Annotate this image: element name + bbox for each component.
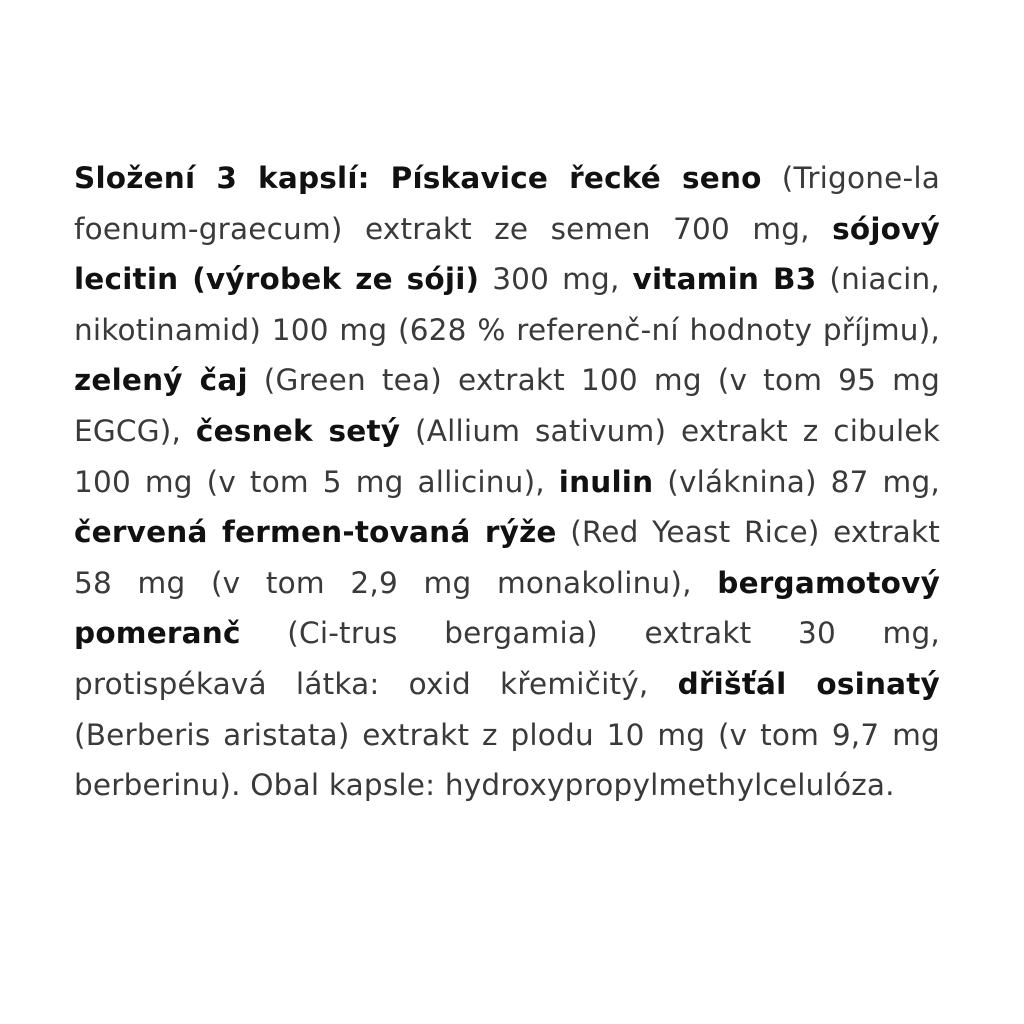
composition-text: (niacin, nikotinamid) 100 mg (628 % referenč-ní hodnoty příjmu),: [74, 262, 940, 347]
composition-text: (Red Yeast Rice) extrakt 58 mg (v tom 2,9 mg monakolinu),: [74, 515, 940, 600]
composition-text: (Ci-trus bergamia) extrakt 30 mg, protispékavá látka: oxid křemičitý,: [74, 616, 940, 701]
composition-text: (Allium sativum) extrakt z cibulek 100 mg (v tom 5 mg allicinu),: [74, 413, 940, 499]
ingredient-inulin: inulin: [558, 464, 654, 499]
composition-heading-fenugreek: Složení 3 kapslí: Pískavice řecké seno: [74, 161, 762, 195]
composition-text: (Trigone-la foenum-graecum) extrakt ze semen 700 mg,: [74, 161, 940, 246]
ingredient-red-yeast-rice: červená fermen-tovaná rýže: [74, 515, 557, 550]
composition-text: (Berberis aristata) extrakt z plodu 10 mg (v tom 9,7 mg berberinu). Obal kapsle: hydroxypropylmethylcelulóza.: [74, 717, 940, 803]
composition-text: (Green tea) extrakt 100 mg (v tom 95 mg EGCG),: [74, 363, 940, 448]
ingredient-green-tea: zelený čaj: [74, 363, 248, 398]
ingredient-bergamot: bergamotový pomeranč: [74, 565, 940, 651]
composition-paragraph: [74, 153, 940, 811]
ingredient-vitamin-b3: vitamin B3: [632, 262, 817, 297]
ingredient-berberis: dřišťál osinatý: [677, 666, 940, 701]
ingredient-garlic: česnek setý: [195, 413, 401, 448]
composition-text: 300 mg,: [479, 262, 633, 297]
composition-text: (vláknina) 87 mg,: [653, 464, 940, 499]
ingredient-soy-lecithin: sójový lecitin (výrobek ze sóji): [74, 211, 940, 297]
